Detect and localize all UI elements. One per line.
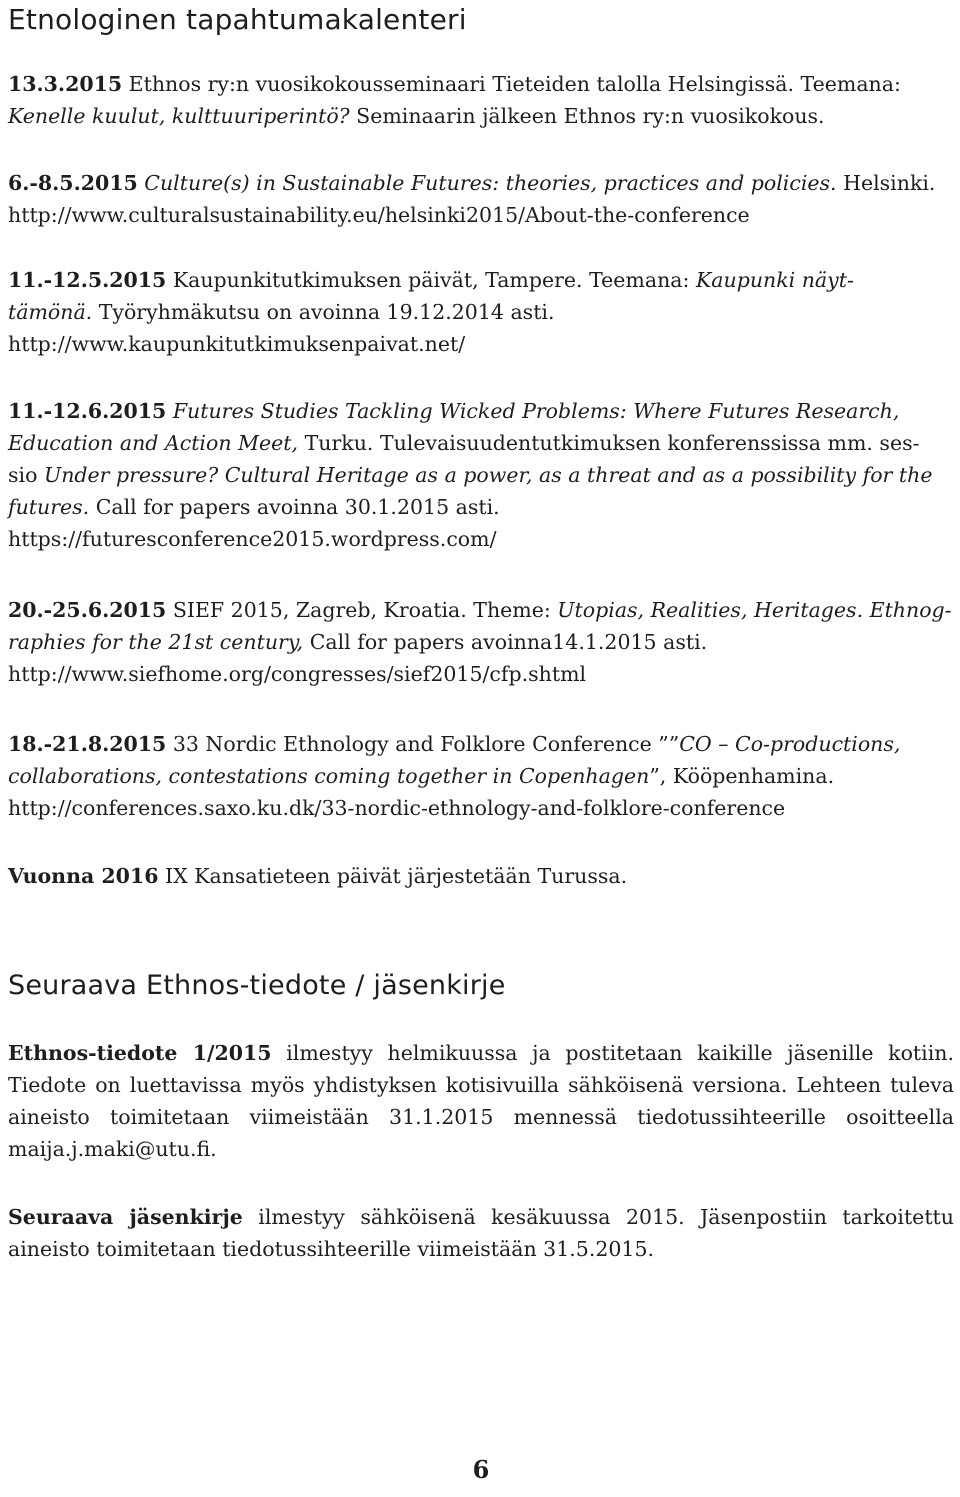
event-6	[8, 728, 954, 824]
event-title: Futures Studies Tackling Wicked Problems: Where Futures Research,	[166, 399, 900, 423]
event-text: Työryhmäkutsu on avoinna 19.12.2014 asti.	[92, 300, 555, 324]
event-2	[8, 167, 954, 231]
event-url[interactable]: http://www.kaupunkitutkimuksenpaivat.net/	[8, 332, 466, 356]
session-title: futures.	[8, 495, 90, 519]
event-text: Seminaarin jälkeen Ethnos ry:n vuosikokous.	[349, 104, 825, 128]
event-text: sio	[8, 463, 44, 487]
event-text: Turku. Tulevaisuudentutkimuksen konferenssissa mm. ses-	[298, 431, 920, 455]
newsletter-paragraph-2	[8, 1201, 954, 1265]
event-date: 6.-8.5.2015	[8, 171, 138, 195]
event-text: IX Kansatieteen päivät järjestetään Turussa.	[158, 864, 628, 888]
event-4	[8, 395, 954, 555]
event-year: Vuonna 2016	[8, 864, 159, 888]
newsletter-title: Seuraava Ethnos-tiedote / jäsenkirje	[8, 970, 506, 1001]
event-text: SIEF 2015, Zagreb, Kroatia. Theme:	[166, 598, 558, 622]
calendar-title: Etnologinen tapahtumakalenteri	[8, 3, 467, 36]
event-text: 33 Nordic Ethnology and Folklore Conference ””	[166, 732, 680, 756]
event-5	[8, 594, 954, 690]
event-text: Kaupunkitutkimuksen päivät, Tampere. Teemana:	[166, 268, 696, 292]
event-date: 11.-12.6.2015	[8, 399, 167, 423]
event-url[interactable]: http://www.culturalsustainability.eu/helsinki2015/About-the-conference	[8, 203, 750, 227]
event-text: Call for papers avoinna14.1.2015 asti.	[303, 630, 708, 654]
event-theme: collaborations, contestations coming together in Copenhagen	[8, 764, 650, 788]
paragraph-text: ilmestyy sähköisenä kesäkuussa 2015. Jäsenpostiin tarkoitettu aineisto toimitetaan tiedotussihteerille viimeistään 31.5.2015.	[8, 1205, 954, 1261]
event-url[interactable]: https://futuresconference2015.wordpress.com/	[8, 527, 497, 551]
event-date: 20.-25.6.2015	[8, 598, 167, 622]
event-date: 11.-12.5.2015	[8, 268, 167, 292]
event-3	[8, 264, 954, 360]
event-date: 18.-21.8.2015	[8, 732, 167, 756]
event-url[interactable]: http://conferences.saxo.ku.dk/33-nordic-ethnology-and-folklore-conference	[8, 796, 786, 820]
paragraph-lead: Seuraava jäsenkirje	[8, 1205, 243, 1229]
event-title: Culture(s) in Sustainable Futures: theories, practices and policies.	[137, 171, 837, 195]
event-text: Ethnos ry:n vuosikokousseminaari Tieteiden talolla Helsingissä. Teemana:	[122, 72, 901, 96]
session-title: Under pressure?	[43, 463, 219, 487]
event-theme: CO – Co-productions,	[679, 732, 901, 756]
event-theme: Kenelle kuulut, kulttuuriperintö?	[8, 104, 350, 128]
event-theme: Kaupunki näyt-	[695, 268, 854, 292]
event-theme: raphies for the 21st century,	[8, 630, 304, 654]
event-theme: tämönä.	[8, 300, 93, 324]
event-text: Helsinki.	[836, 171, 936, 195]
event-title: Education and Action Meet,	[8, 431, 299, 455]
paragraph-lead: Ethnos-tiedote 1/2015	[8, 1041, 272, 1065]
newsletter-paragraph-1	[8, 1037, 954, 1165]
page-number: 6	[472, 1455, 490, 1484]
paragraph-text: ilmestyy helmikuussa ja postitetaan kaikille jäsenille kotiin. Tiedote on luettavissa myös yhdistyksen kotisivuilla sähköisenä versiona. Lehteen tuleva aineisto toimitetaan viimeistään 31.1.2015 mennessä tiedotussihteerille osoitteella maija.j.maki@utu.fi.	[8, 1041, 954, 1161]
event-7	[8, 860, 954, 892]
event-url[interactable]: http://www.siefhome.org/congresses/sief2015/cfp.shtml	[8, 662, 587, 686]
event-text: ”, Kööpenhamina.	[649, 764, 835, 788]
event-text: Call for papers avoinna 30.1.2015 asti.	[89, 495, 500, 519]
event-date: 13.3.2015	[8, 72, 123, 96]
event-1	[8, 68, 954, 132]
event-theme: Utopias, Realities, Heritages. Ethnog-	[557, 598, 952, 622]
session-title: Cultural Heritage as a power, as a threat and as a possibility for the	[218, 463, 933, 487]
